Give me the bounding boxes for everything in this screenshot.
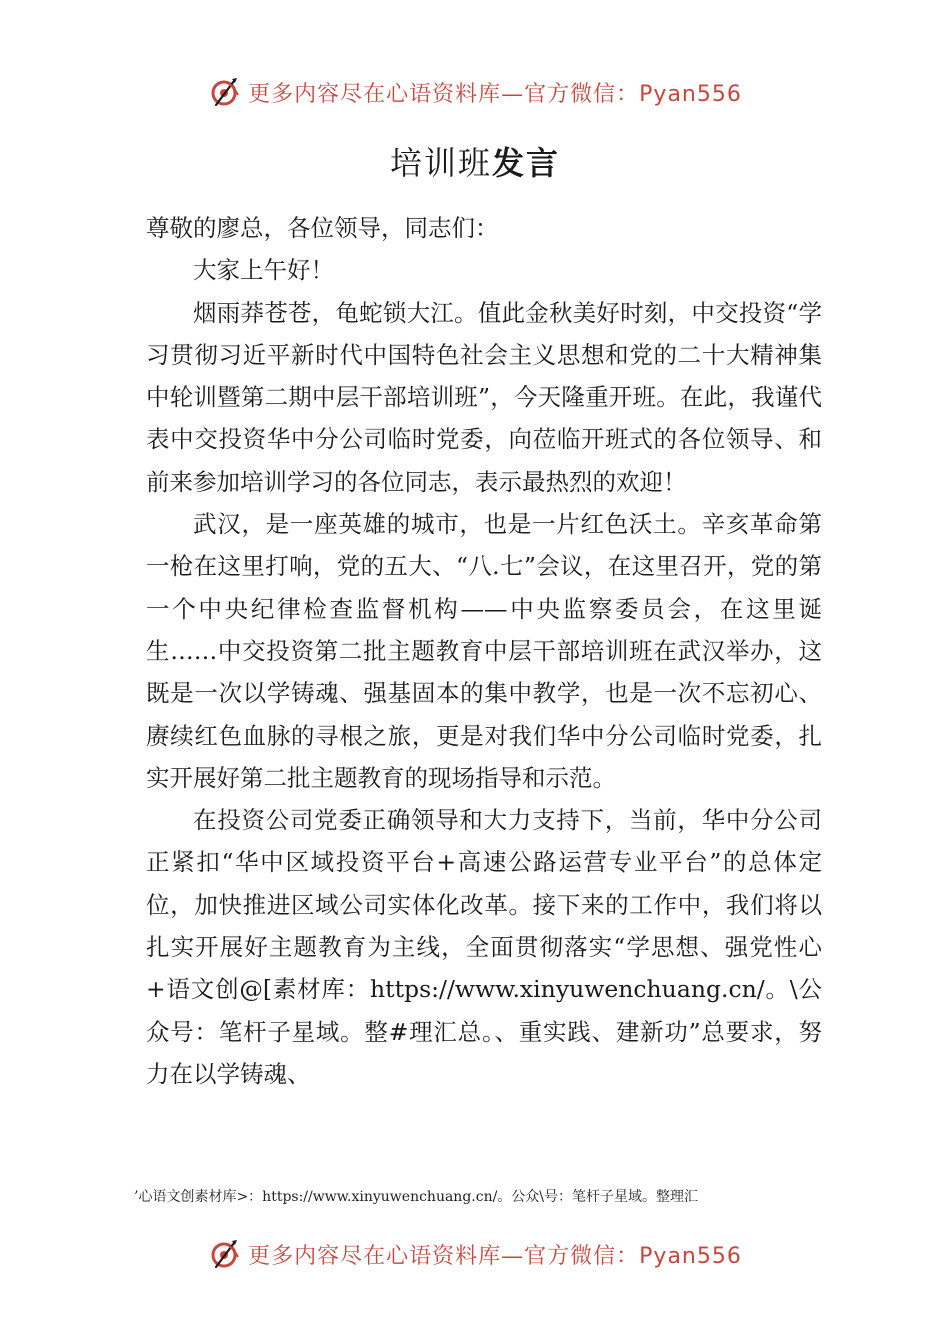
brand-logo-icon <box>208 75 242 109</box>
footer-wechat-id: Pyan556 <box>639 1243 742 1269</box>
paragraph-greeting: 大家上午好！ <box>193 256 334 285</box>
document-body <box>146 207 822 1095</box>
header-banner-text: 更多内容尽在心语资料库—官方微信：Pyan556 <box>248 81 742 107</box>
paragraph-wuhan: 武汉，是一座英雄的城市，也是一片红色沃土。辛亥革命第一枪在这里打响，党的五大、“八.七”会议，在这里召开，党的第一个中央纪律检查监督机构——中央监察委员会，在这里诞生……中交投资第二批主题教育中层干部培训班在武汉举办，这既是一次以学铸魂、强基固本的集中教学，也是一次不忘初心、赓续红色血脉的寻根之旅，更是对我们华中分公司临时党委，扎实开展好第二批主题教育的现场指导和示范。 <box>146 510 822 792</box>
header-banner <box>0 70 950 114</box>
title-normal: 培训班 <box>389 144 492 182</box>
paragraph-work: 在投资公司党委正确领导和大力支持下，当前，华中分公司正紧扣“华中区域投资平台+高速公路运营专业平台”的总体定位，加快推进区域公司实体化改革。接下来的工作中，我们将以扎实开展好主题教育为主线，全面贯彻落实“学思想、强党性心+语文创@[素材库：https://www.xinyuwenchuang.cn/。\公众号：笔杆子星域。整#理汇总。、重实践、建新功”总要求，努力在以学铸魂、 <box>146 806 822 1088</box>
footer-banner-text: 更多内容尽在心语资料库—官方微信：Pyan556 <box>248 1243 742 1269</box>
paragraph-opening: 烟雨莽苍苍，龟蛇锁大江。值此金秋美好时刻，中交投资“学习贯彻习近平新时代中国特色社会主义思想和党的二十大精神集中轮训暨第二期中层干部培训班”，今天隆重开班。在此，我谨代表中交投资华中分公司临时党委，向莅临开班式的各位领导、和前来参加培训学习的各位同志，表示最热烈的欢迎！ <box>146 298 822 496</box>
footnote: ’心语文创素材库>：https://www.xinyuwenchuang.cn/。公众\号：笔杆子星域。整理汇 <box>134 1189 699 1205</box>
header-wechat-id: Pyan556 <box>639 81 742 107</box>
brand-logo-icon <box>208 1237 242 1271</box>
page-title <box>0 138 950 184</box>
salutation: 尊敬的廖总，各位领导，同志们： <box>146 214 499 242</box>
footer-banner <box>0 1232 950 1276</box>
title-bold: 发言 <box>492 144 561 182</box>
